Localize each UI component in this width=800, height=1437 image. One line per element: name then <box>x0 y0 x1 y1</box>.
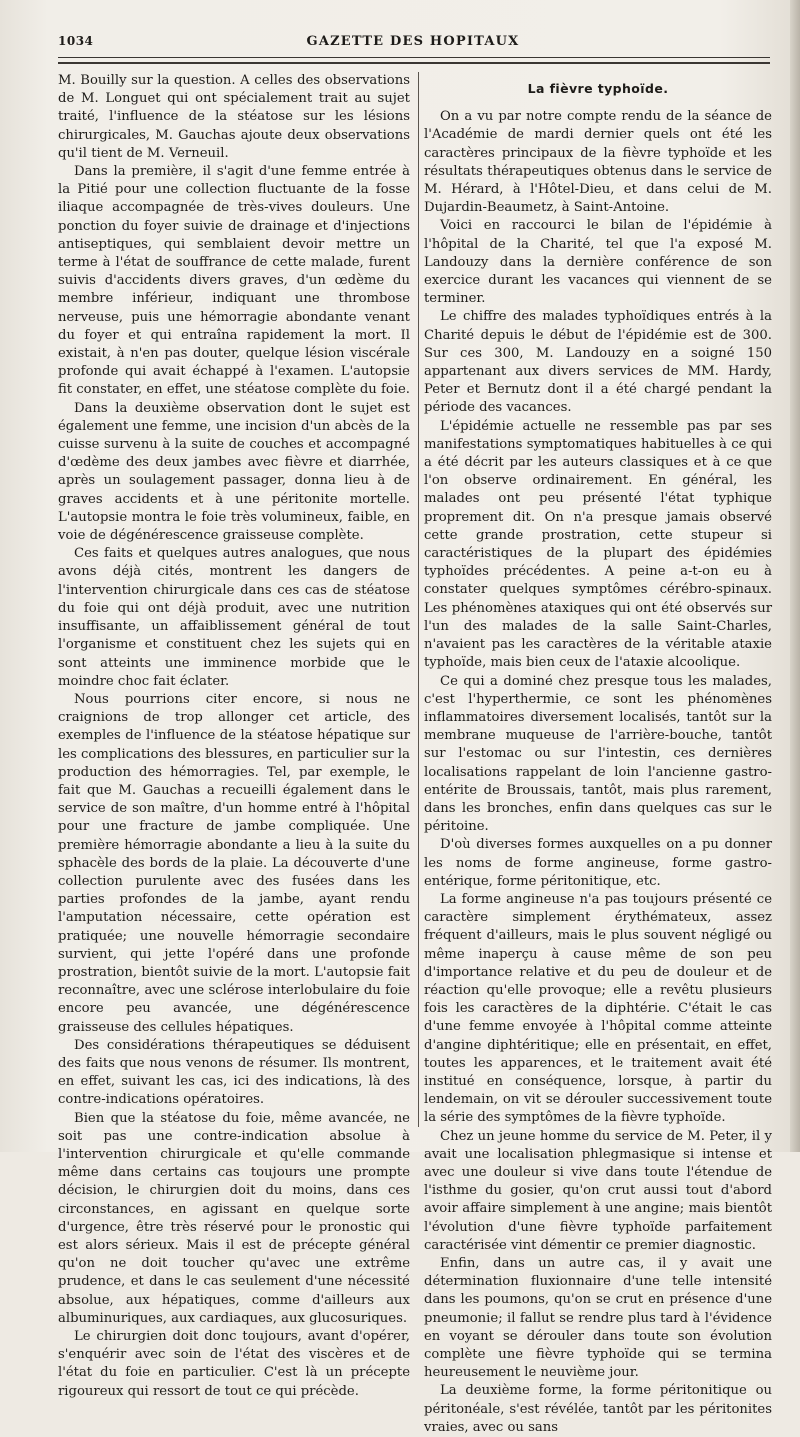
paragraph: Enfin, dans un autre cas, il y avait une détermination fluxionnaire d'une telle intensité dans les poumons, qu'on se crut en présence d'une pneumonie; il fallut se rendre plus tard à l'évidence en voyant se dérouler dans toute son évolution complète une fièvre typhoïde qui se termina heureusement le neuvième jour. <box>424 1256 772 1381</box>
paragraph: Voici en raccourci le bilan de l'épidémie à l'hôpital de la Charité, tel que l'a exposé M. Landouzy dans la dernière conférence de son exercice durant les vacances qui viennent de se terminer. <box>424 218 772 307</box>
header-rule-thick <box>58 62 770 64</box>
page-edge-shadow <box>790 0 800 1152</box>
paragraph: Bien que la stéatose du foie, même avancée, ne soit pas une contre-indication absolue à l'intervention chirurgicale et qu'elle commande même dans certains cas toujours une prompte décision, le chirurgien doit du moins, dans ces circonstances, en agissant en quelque sorte d'urgence, être très réservé pour le pronostic qui est alors sérieux. Mais il est de précepte général qu'on ne doit toucher qu'avec une extrême prudence, et dans le cas seulement d'une nécessité absolue, aux hépatiques, comme d'ailleurs aux albuminuriques, aux cardiaques, aux glucosuriques. <box>58 1110 410 1326</box>
right-column <box>424 72 772 1437</box>
paragraph: La deuxième forme, la forme péritonitique ou péritonéale, s'est révélée, tantôt par les péritonites vraies, avec ou sans <box>424 1383 772 1435</box>
paragraph: Ces faits et quelques autres analogues, que nous avons déjà cités, montrent les dangers de l'intervention chirurgicale dans ces cas de stéatose du foie qui ont déjà produit, avec une nutrition insuffisante, un affaiblissement général de tout l'organisme et constituent chez les sujets qui en sont atteints une imminence morbide que le moindre choc fait éclater. <box>58 546 410 689</box>
paragraph: Ce qui a dominé chez presque tous les malades, c'est l'hyperthermie, ce sont les phénomènes inflammatoires diversement localisés, tantôt sur la membrane muqueuse de l'arrière-bouche, tantôt sur l'estomac ou sur l'intestin, ces dernières localisations rappelant de loin l'ancienne gastro-entérite de Broussais, tantôt, mais plus rarement, dans les bronches, enfin dans quelques cas sur le péritoine. <box>424 673 772 835</box>
paragraph: Chez un jeune homme du service de M. Peter, il y avait une localisation phlegmasique si intense et avec une douleur si vive dans toute l'étendue de l'isthme du gosier, qu'on crut aussi tout d'abord avoir affaire simplement à une angine; mais bientôt l'évolution d'une fièvre typhoïde parfaitement caractérisée vint démentir ce premier diagnostic. <box>424 1128 772 1253</box>
journal-title: GAZETTE DES HOPITAUX <box>306 34 520 49</box>
paragraph: Nous pourrions citer encore, si nous ne craignions de trop allonger cet article, des exemples de l'influence de la stéatose hépatique sur les complications des blessures, en particulier sur la production des hémorragies. Tel, par exemple, le fait que M. Gauchas a recueilli également dans le service de son maître, d'un homme entré à l'hôpital pour une fracture de jambe compliquée. Une première hémorragie abondante a lieu à la suite du sphacèle des bords de la plaie. La découverte d'une collection purulente avec des fusées dans les parties profondes de la jambe, ayant rendu l'amputation nécessaire, cette opération est pratiquée; une nouvelle hémorragie secondaire survient, qui jette l'opéré dans une profonde prostration, bientôt suivie de la mort. L'autopsie fait reconnaître, avec une sclérose interlobulaire du foie encore peu avancée, une dégénérescence graisseuse des cellules hépatiques. <box>58 691 410 1035</box>
paragraph: Dans la première, il s'agit d'une femme entrée à la Pitié pour une collection fluctuante de la fosse iliaque accompagnée de très-vives douleurs. Une ponction du foyer suivie de drainage et d'injections antiseptiques, qui semblaient devoir mettre un terme à l'état de souffrance de cette malade, furent suivis d'accidents divers graves, d'un œdème du membre inférieur, indiquant une thrombose nerveuse, puis une hémorragie abondante venant du foyer et qui entraîna rapidement la mort. Il existait, à n'en pas douter, quelque lésion viscérale profonde qui avait échappé à l'examen. L'autopsie fit constater, en effet, une stéatose complète du foie. <box>58 164 410 398</box>
paragraph: Le chiffre des malades typhoïdiques entrés à la Charité depuis le début de l'épidémie est de 300. Sur ces 300, M. Landouzy en a soigné 150 appartenant aux divers services de MM. Hardy, Peter et Bernutz dont il a été chargé pendant la période des vacances. <box>424 309 772 416</box>
page-number: 1034 <box>58 34 94 48</box>
paragraph: L'épidémie actuelle ne ressemble pas par ses manifestations symptomatiques habituelles à ce qui a été décrit par les auteurs classiques et à ce que l'on observe ordinairement. En général, les malades ont peu présenté l'état typhique proprement dit. On n'a presque jamais observé cette grande prostration, cette stupeur si caractéristiques de la plupart des épidémies typhoïdes précédentes. A peine a-t-on eu à constater quelques symptômes cérébro-spinaux. Les phénomènes ataxiques qui ont été observés sur l'un des malades de la salle Saint-Charles, n'avaient pas les caractères de la véritable ataxie typhoïde, mais bien ceux de l'ataxie alcoolique. <box>424 418 772 671</box>
header-rule <box>58 57 770 58</box>
paragraph: D'où diverses formes auxquelles on a pu donner les noms de forme angineuse, forme gastro-entérique, forme péritonitique, etc. <box>424 837 772 889</box>
paragraph: Dans la deuxième observation dont le sujet est également une femme, une incision d'un abcès de la cuisse survenu à la suite de couches et accompagné d'œdème des deux jambes avec fièvre et diarrhée, après un soulagement passager, donna lieu à de graves accidents et à une péritonite mortelle. L'autopsie montra le foie très volumineux, faible, en voie de dégénérescence graisseuse complète. <box>58 400 410 544</box>
left-column <box>58 72 410 1401</box>
paragraph: On a vu par notre compte rendu de la séance de l'Académie de mardi dernier quels ont été les caractères principaux de la fièvre typhoïde et les résultats thérapeutiques obtenus dans le service de M. Hérard, à l'Hôtel-Dieu, et dans celui de M. Dujardin-Beaumetz, à Saint-Antoine. <box>424 109 772 216</box>
column-divider <box>418 72 419 1127</box>
section-title: La fièvre typhoïde. <box>527 81 669 96</box>
paragraph: Des considérations thérapeutiques se déduisent des faits que nous venons de résumer. Ils montrent, en effet, suivant les cas, ici des indications, là des contre-indications opératoires. <box>58 1037 410 1108</box>
paragraph: M. Bouilly sur la question. A celles des observations de M. Longuet qui ont spécialement trait au sujet traité, l'influence de la stéatose sur les lésions chirurgicales, M. Gauchas ajoute deux observations qu'il tient de M. Verneuil. <box>58 73 410 161</box>
paragraph: Le chirurgien doit donc toujours, avant d'opérer, s'enquérir avec soin de l'état des viscères et de l'état du foie en particulier. C'est là un précepte rigoureux qui ressort de tout ce qui précède. <box>58 1329 410 1399</box>
page-header <box>58 34 768 56</box>
paragraph: La forme angineuse n'a pas toujours présenté ce caractère simplement érythémateux, assez fréquent d'ailleurs, mais le plus souvent négligé ou même inaperçu à cause même de son peu d'importance relative et du peu de douleur et de réaction qu'elle provoque; elle a revêtu plusieurs fois les caractères de la diphtérie. C'était le cas d'une femme envoyée à l'hôpital comme atteinte d'angine diphtéritique; elle en présentait, en effet, toutes les apparences, et le traitement avait été institué en conséquence, lorsque, à partir du lendemain, on vit se dérouler successivement toute la série des symptômes de la fièvre typhoïde. <box>424 891 772 1126</box>
